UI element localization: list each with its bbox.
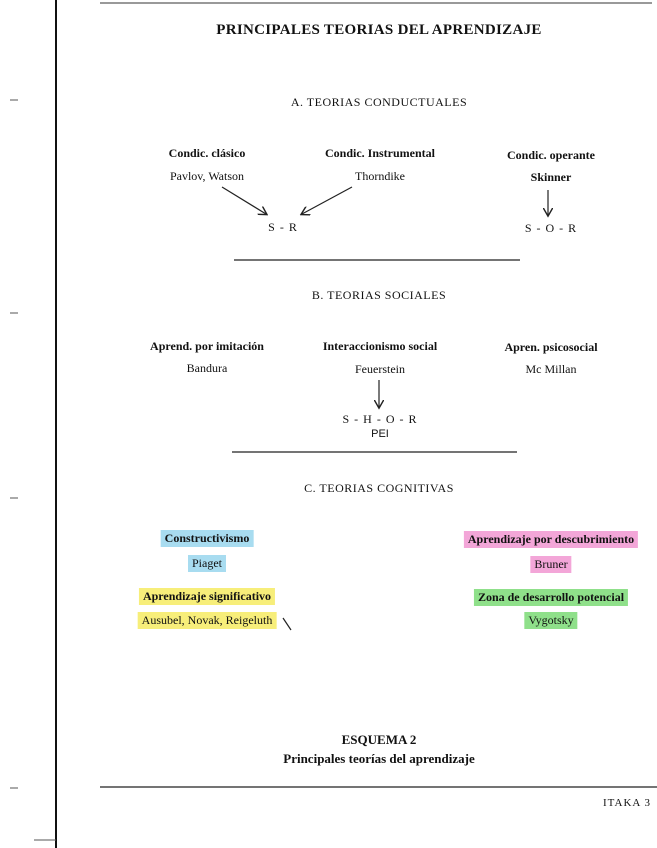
page-title: PRINCIPALES TEORIAS DEL APRENDIZAJE (216, 22, 542, 38)
section-b-heading: B. TEORIAS SOCIALES (311, 288, 447, 302)
author-ausubel-novak-reigeluth: Ausubel, Novak, Reigeluth (138, 612, 277, 629)
theory-aprend-imitacion: Aprend. por imitación (150, 339, 264, 353)
theory-interaccionismo-social: Interaccionismo social (322, 339, 438, 353)
theory-constructivismo: Constructivismo (161, 530, 254, 547)
pen-mark (283, 618, 291, 630)
arrow-thorndike-to-sr (302, 187, 352, 214)
author-piaget: Piaget (188, 555, 226, 572)
formula-s-r: S - R (268, 220, 298, 234)
author-pavlov-watson: Pavlov, Watson (169, 169, 245, 183)
pei-label: PEI (371, 428, 389, 440)
section-a-heading: A. TEORIAS CONDUCTUALES (290, 95, 468, 109)
theory-zona-desarrollo-potencial: Zona de desarrollo potencial (474, 589, 628, 606)
theory-apren-psicosocial: Apren. psicosocial (504, 340, 598, 354)
author-bruner: Bruner (530, 556, 571, 573)
arrow-pavlov-to-sr (222, 187, 266, 214)
author-mc-millan: Mc Millan (525, 362, 577, 376)
page-footer: ITAKA 3 (603, 797, 651, 809)
formula-s-o-r: S - O - R (524, 221, 578, 235)
section-c-heading: C. TEORIAS COGNITIVAS (304, 481, 454, 495)
theory-condic-instrumental: Condic. Instrumental (324, 146, 436, 160)
author-bandura: Bandura (186, 361, 228, 375)
caption-text: Principales teorías del aprendizaje (283, 751, 475, 766)
theory-condic-clasico: Condic. clásico (168, 146, 246, 160)
author-vygotsky: Vygotsky (524, 612, 577, 629)
formula-s-h-o-r: S - H - O - R (342, 412, 418, 426)
theory-condic-operante: Condic. operante (507, 148, 595, 162)
theory-aprendizaje-descubrimiento: Aprendizaje por descubrimiento (464, 531, 638, 548)
caption-label: ESQUEMA 2 (341, 732, 417, 747)
author-feuerstein: Feuerstein (355, 362, 405, 376)
theory-aprendizaje-significativo: Aprendizaje significativo (139, 588, 275, 605)
author-thorndike: Thorndike (355, 169, 405, 183)
author-skinner: Skinner (530, 170, 572, 184)
